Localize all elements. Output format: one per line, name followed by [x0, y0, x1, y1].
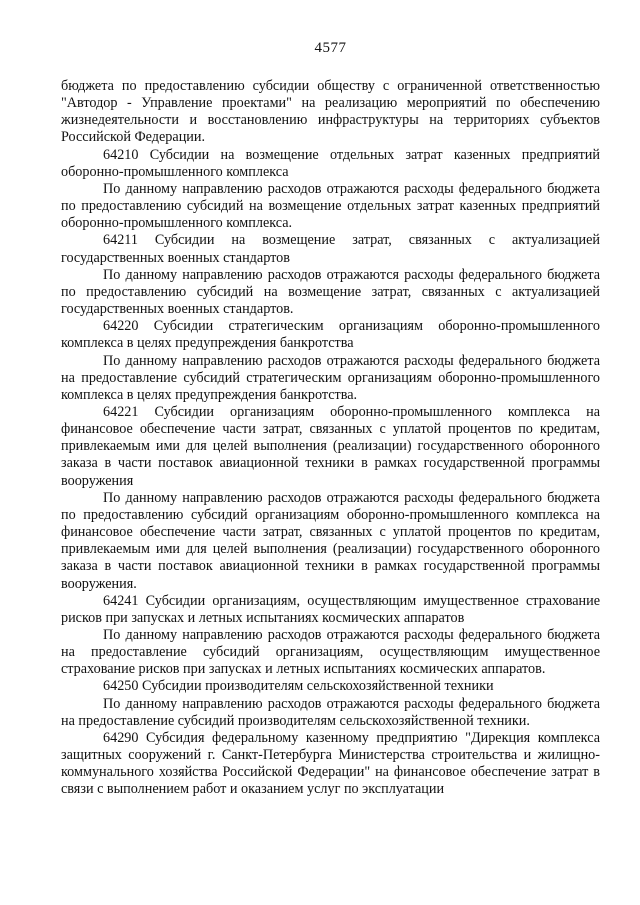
- section-heading-64290: 64290 Субсидия федеральному казенному предприятию "Дирекция комплекса защитных сооружений г. Санкт-Петербурга Министерства строительства и жилищно-коммунального хозяйства Российской Федерации" на финансовое обеспечение затрат в связи с выполнением работ и оказанием услуг по эксплуатации: [61, 729, 600, 798]
- paragraph: По данному направлению расходов отражаются расходы федерального бюджета на предоставление субсидий стратегическим организациям оборонно-промышленного комплекса в целях предупреждения банкротства.: [61, 352, 600, 403]
- section-heading-64241: 64241 Субсидии организациям, осуществляющим имущественное страхование рисков при запусках и летных испытаниях космических аппаратов: [61, 592, 600, 626]
- document-body: [61, 78, 600, 799]
- section-heading-64211: 64211 Субсидии на возмещение затрат, связанных с актуализацией государственных военных стандартов: [61, 232, 600, 266]
- paragraph: По данному направлению расходов отражаются расходы федерального бюджета по предоставлению субсидий организациям оборонно-промышленного комплекса на финансовое обеспечение части затрат, связанных с уплатой процентов по кредитам, привлекаемым ими для целей выполнения (реализации) государственного оборонного заказа в части поставок авиационной техники в рамках государственной программы вооружения.: [61, 489, 600, 592]
- page-number: 4577: [314, 40, 347, 56]
- paragraph: По данному направлению расходов отражаются расходы федерального бюджета по предоставлению субсидий на возмещение затрат, связанных с актуализацией государственных военных стандартов.: [61, 266, 600, 318]
- paragraph: По данному направлению расходов отражаются расходы федерального бюджета на предоставление субсидий производителям сельскохозяйственной техники.: [61, 695, 600, 729]
- paragraph: бюджета по предоставлению субсидии обществу с ограниченной ответственностью "Автодор - Управление проектами" на реализацию мероприятий по обеспечению жизнедеятельности и восстановлению инфраструктуры на территориях субъектов Российской Федерации.: [61, 78, 600, 146]
- section-heading-64220: 64220 Субсидии стратегическим организациям оборонно-промышленного комплекса в целях предупреждения банкротства: [61, 318, 600, 352]
- section-heading-64250: 64250 Субсидии производителям сельскохозяйственной техники: [103, 678, 494, 695]
- section-heading-64210: 64210 Субсидии на возмещение отдельных затрат казенных предприятий оборонно-промышленного комплекса: [61, 146, 600, 180]
- section-heading-64221: 64221 Субсидии организациям оборонно-промышленного комплекса на финансовое обеспечение части затрат, связанных с уплатой процентов по кредитам, привлекаемым ими для целей выполнения (реализации) государственного оборонного заказа в части поставок авиационной техники в рамках государственной программы вооружения: [61, 403, 600, 489]
- paragraph: По данному направлению расходов отражаются расходы федерального бюджета по предоставлению субсидий на возмещение отдельных затрат казенных предприятий оборонно-промышленного комплекса.: [61, 180, 600, 232]
- paragraph: По данному направлению расходов отражаются расходы федерального бюджета на предоставление субсидий организациям, осуществляющим имущественное страхование рисков при запусках и летных испытаниях космических аппаратов.: [61, 627, 600, 678]
